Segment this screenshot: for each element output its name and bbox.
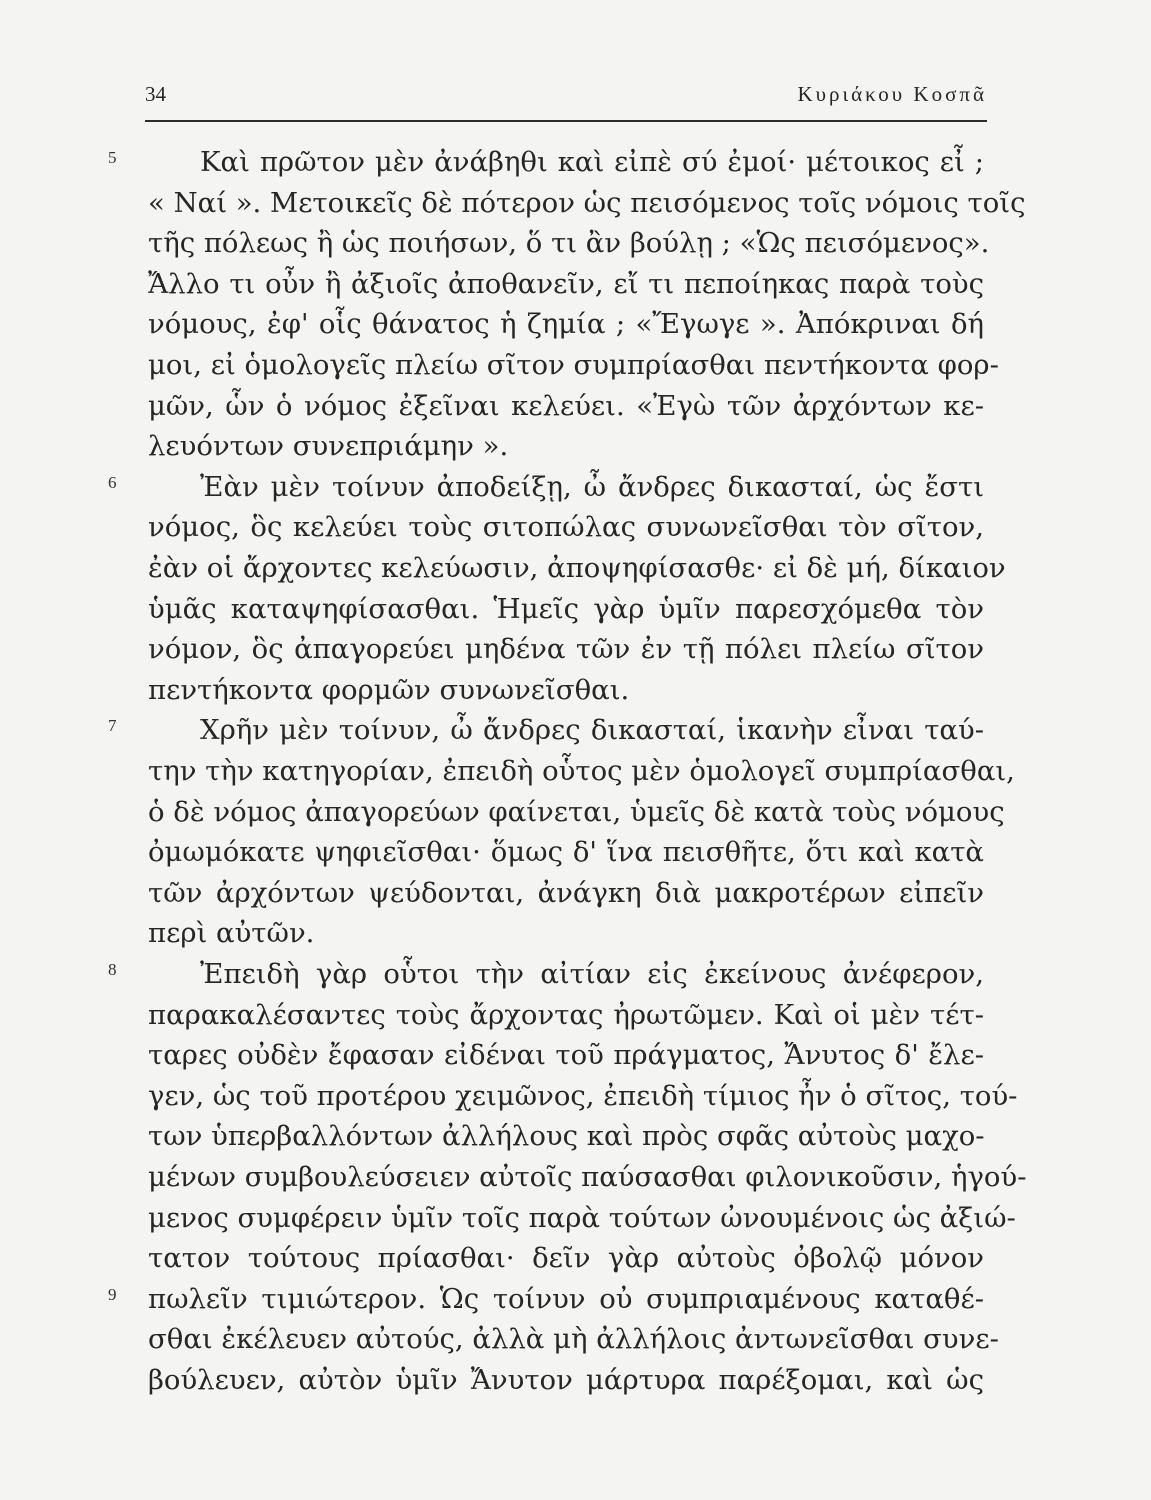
text-line: περὶ αὐτῶν. [148,917,315,949]
text-line: βούλευεν, αὐτὸν ὑμῖν Ἄνυτον μάρτυρα παρέξομαι, καὶ ὡς [148,1364,984,1396]
text-line: ταρες οὐδὲν ἔφασαν εἰδέναι τοῦ πράγματος, Ἄνυτος δ' ἔλε- [148,1039,984,1071]
text-line: μοι, εἰ ὁμολογεῖς πλείω σῖτον συμπρίασθαι πεντήκοντα φορ- [148,349,999,381]
text-line: παρακαλέσαντες τοὺς ἄρχοντας ἠρωτῶμεν. Καὶ οἱ μὲν τέτ- [148,999,984,1031]
text-line: πωλεῖν τιμιώτερον. Ὡς τοίνυν οὐ συμπριαμένους καταθέ- [148,1283,984,1315]
text-line: γεν, ὡς τοῦ προτέρου χειμῶνος, ἐπειδὴ τίμιος ἦν ὁ σῖτος, τού- [148,1080,1018,1112]
section-number-9: 9 [108,1285,117,1304]
running-head: Κυριάκου Κοσπᾶ [797,82,987,106]
text-line: Ἄλλο τι οὖν ἢ ἀξιοῖς ἀποθανεῖν, εἴ τι πεποίηκας παρὰ τοὺς [148,268,984,300]
text-line: πεντήκοντα φορμῶν συνωνεῖσθαι. [148,674,630,706]
section-number-6: 6 [108,473,117,492]
text-line: ὑμᾶς καταψηφίσασθαι. Ἡμεῖς γὰρ ὑμῖν παρεσχόμεθα τὸν [148,593,984,625]
text-line: ὀμωμόκατε ψηφιεῖσθαι· ὅμως δ' ἵνα πεισθῆτε, ὅτι καὶ κατὰ [148,836,984,868]
text-line: « Ναί ». Μετοικεῖς δὲ πότερον ὡς πεισόμενος τοῖς νόμοις τοῖς [148,187,1026,219]
text-line: μένων συμβουλεύσειεν αὐτοῖς παύσασθαι φιλονικοῦσιν, ἡγού- [148,1161,1027,1193]
text-line: την τὴν κατηγορίαν, ἐπειδὴ οὗτος μὲν ὁμολογεῖ συμπρίασθαι, [148,755,1015,787]
section-number-7: 7 [108,716,117,735]
text-line: Ἐπειδὴ γὰρ οὗτοι τὴν αἰτίαν εἰς ἐκείνους ἀνέφερον, [200,958,984,990]
text-line: Χρῆν μὲν τοίνυν, ὦ ἄνδρες δικασταί, ἱκανὴν εἶναι ταύ- [200,714,984,746]
text-line: Καὶ πρῶτον μὲν ἀνάβηθι καὶ εἰπὲ σύ ἐμοί· μέτοικος εἶ ; [200,146,984,178]
text-line: μῶν, ὧν ὁ νόμος ἐξεῖναι κελεύει. «Ἐγὼ τῶν ἀρχόντων κε- [148,390,984,422]
page-header [145,72,987,122]
text-line: νόμον, ὃς ἀπαγορεύει μηδένα τῶν ἐν τῇ πόλει πλείω σῖτον [148,633,984,665]
text-line: ἐὰν οἱ ἄρχοντες κελεύωσιν, ἀποψηφίσασθε· εἰ δὲ μή, δίκαιον [148,552,1006,584]
text-line: νόμος, ὃς κελεύει τοὺς σιτοπώλας συνωνεῖσθαι τὸν σῖτον, [148,511,984,543]
page-number: 34 [145,82,166,106]
section-number-8: 8 [108,960,117,979]
text-line: τατον τούτους πρίασθαι· δεῖν γὰρ αὐτοὺς ὀβολῷ μόνον [148,1242,984,1274]
text-line: Ἐὰν μὲν τοίνυν ἀποδείξῃ, ὦ ἄνδρες δικασταί, ὡς ἔστι [200,471,984,503]
text-line: ὁ δὲ νόμος ἀπαγορεύων φαίνεται, ὑμεῖς δὲ κατὰ τοὺς νόμους [148,796,1005,828]
text-line: των ὑπερβαλλόντων ἀλλήλους καὶ πρὸς σφᾶς αὐτοὺς μαχο- [148,1120,985,1152]
text-line: τῆς πόλεως ἢ ὡς ποιήσων, ὅ τι ἂν βούλῃ ; «Ὡς πεισόμενος». [148,227,990,259]
text-line: μενος συμφέρειν ὑμῖν τοῖς παρὰ τούτων ὠνουμένοις ὡς ἀξιώ- [148,1202,1016,1234]
text-line: τῶν ἀρχόντων ψεύδονται, ἀνάγκη διὰ μακροτέρων εἰπεῖν [148,877,984,909]
text-line: σθαι ἐκέλευεν αὐτούς, ἀλλὰ μὴ ἀλλήλοις ἀντωνεῖσθαι συνε- [148,1323,999,1355]
section-number-5: 5 [108,148,117,167]
text-line: νόμους, ἐφ' οἷς θάνατος ἡ ζημία ; «Ἔγωγε ». Ἀπόκριναι δή [148,308,984,340]
text-line: λευόντων συνεπριάμην ». [148,430,509,462]
